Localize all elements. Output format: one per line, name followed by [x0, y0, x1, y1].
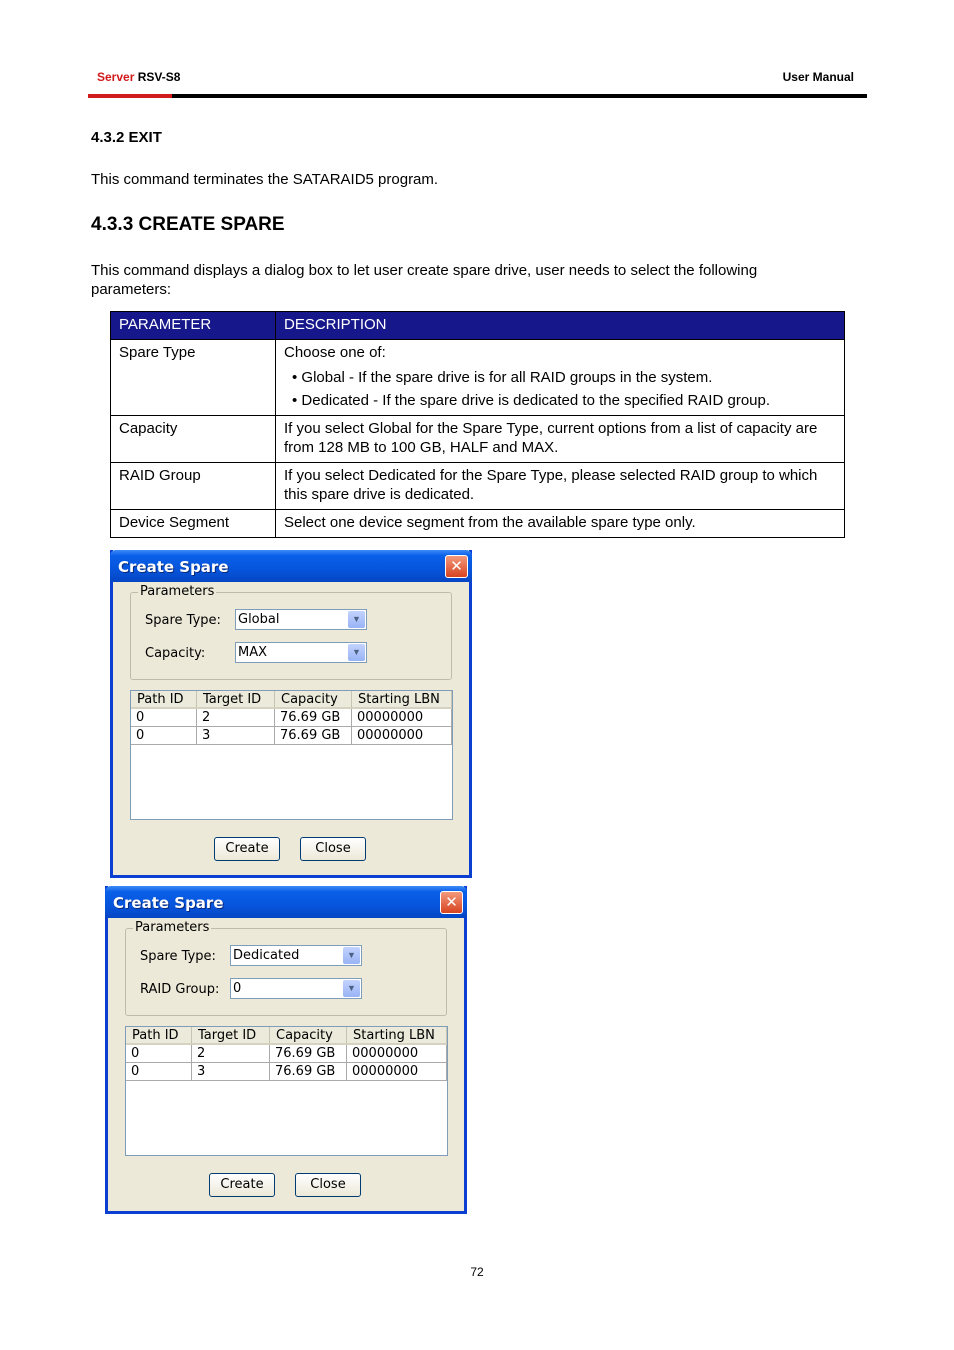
desc-cell: If you select Global for the Spare Type, current options from a list of capacity are from 128 MB to 100 GB, HALF and MAX. [276, 416, 845, 463]
col-capacity[interactable]: Capacity [270, 1027, 347, 1045]
spare-type-value: Dedicated [233, 948, 300, 963]
table-header-row [111, 312, 845, 340]
desc-text: Choose one of: [284, 344, 386, 361]
close-button[interactable]: Close [300, 837, 366, 861]
close-icon[interactable]: ✕ [445, 555, 468, 578]
dialog-title: Create Spare [118, 558, 229, 576]
param-cell: Device Segment [111, 510, 276, 538]
raid-group-select[interactable] [230, 978, 362, 999]
capacity-value: MAX [238, 645, 268, 660]
section-spare-heading: 4.3.3 CREATE SPARE [91, 214, 285, 235]
raid-group-label: RAID Group: [140, 982, 220, 997]
bullet-dedicated: • Dedicated - If the spare drive is dedicated to the specified RAID group. [292, 392, 771, 409]
chevron-down-icon[interactable]: ▼ [343, 980, 360, 997]
param-cell: RAID Group [111, 463, 276, 510]
col-description: DESCRIPTION [276, 312, 845, 340]
header-product [97, 70, 180, 84]
col-capacity[interactable]: Capacity [275, 691, 352, 709]
page-number: 72 [470, 1265, 484, 1279]
list-item[interactable]: 76.69 GB [270, 1063, 347, 1081]
chevron-down-icon[interactable]: ▼ [343, 947, 360, 964]
list-item[interactable]: 00000000 [347, 1063, 447, 1081]
list-item[interactable]: 3 [197, 727, 275, 745]
section-exit-text: This command terminates the SATARAID5 program. [91, 171, 439, 188]
parameters-group [125, 920, 447, 1016]
parameters-group [130, 584, 452, 680]
list-item[interactable]: 3 [192, 1063, 270, 1081]
desc-cell: Select one device segment from the available spare type only. [276, 510, 845, 538]
list-item[interactable]: 00000000 [352, 727, 452, 745]
create-spare-dialog-dedicated [105, 886, 467, 1214]
list-item[interactable]: 00000000 [347, 1045, 447, 1063]
col-parameter: PARAMETER [111, 312, 276, 340]
list-item[interactable]: 76.69 GB [275, 727, 352, 745]
table-row [111, 340, 845, 416]
col-path-id[interactable]: Path ID [126, 1027, 192, 1045]
spare-type-value: Global [238, 612, 280, 627]
spare-type-select[interactable] [235, 609, 367, 630]
section-exit-heading: 4.3.2 EXIT [91, 129, 162, 146]
header-rule [172, 94, 867, 98]
capacity-select[interactable] [235, 642, 367, 663]
spare-type-label: Spare Type: [145, 613, 221, 628]
drive-list[interactable] [130, 690, 453, 820]
dialog-titlebar[interactable] [105, 886, 467, 918]
spare-type-select[interactable] [230, 945, 362, 966]
col-target-id[interactable]: Target ID [192, 1027, 270, 1045]
table-row [111, 463, 845, 510]
dialog-titlebar[interactable] [110, 550, 472, 582]
col-target-id[interactable]: Target ID [197, 691, 275, 709]
close-button[interactable]: Close [295, 1173, 361, 1197]
table-row [111, 510, 845, 538]
list-item[interactable]: 76.69 GB [275, 709, 352, 727]
header-model: RSV-S8 [137, 70, 181, 84]
bullet-global: • Global - If the spare drive is for all RAID groups in the system. [292, 369, 713, 386]
raid-group-value: 0 [233, 981, 242, 996]
list-item[interactable]: 00000000 [352, 709, 452, 727]
chevron-down-icon[interactable]: ▼ [348, 611, 365, 628]
col-path-id[interactable]: Path ID [131, 691, 197, 709]
param-cell: Spare Type [111, 340, 276, 416]
header-rule-accent [88, 94, 172, 98]
drive-list[interactable] [125, 1026, 448, 1156]
spare-type-label: Spare Type: [140, 949, 216, 964]
header-brand: Server [97, 70, 135, 84]
col-starting-lbn[interactable]: Starting LBN [352, 691, 452, 709]
create-spare-dialog-global [110, 550, 472, 878]
header-doc-title: User Manual [782, 70, 854, 84]
table-row[interactable]: 0 [126, 1063, 192, 1081]
group-label: Parameters [135, 920, 210, 935]
parameter-table [110, 311, 845, 538]
desc-cell: If you select Dedicated for the Spare Type, please selected RAID group to which this spare drive is dedicated. [276, 463, 845, 510]
list-item[interactable]: 2 [197, 709, 275, 727]
dialog-title: Create Spare [113, 894, 224, 912]
col-starting-lbn[interactable]: Starting LBN [347, 1027, 447, 1045]
desc-cell [276, 340, 845, 416]
close-icon[interactable]: ✕ [440, 891, 463, 914]
table-row[interactable]: 0 [131, 727, 197, 745]
table-row[interactable]: 0 [126, 1045, 192, 1063]
section-spare-intro: This command displays a dialog box to let user create spare drive, user needs to select the following parameters: [91, 262, 758, 298]
chevron-down-icon[interactable]: ▼ [348, 644, 365, 661]
group-label: Parameters [140, 584, 215, 599]
capacity-label: Capacity: [145, 646, 206, 661]
list-item[interactable]: 2 [192, 1045, 270, 1063]
create-button[interactable]: Create [214, 837, 280, 861]
list-item[interactable]: 76.69 GB [270, 1045, 347, 1063]
table-row [111, 416, 845, 463]
create-button[interactable]: Create [209, 1173, 275, 1197]
param-cell: Capacity [111, 416, 276, 463]
table-row[interactable]: 0 [131, 709, 197, 727]
